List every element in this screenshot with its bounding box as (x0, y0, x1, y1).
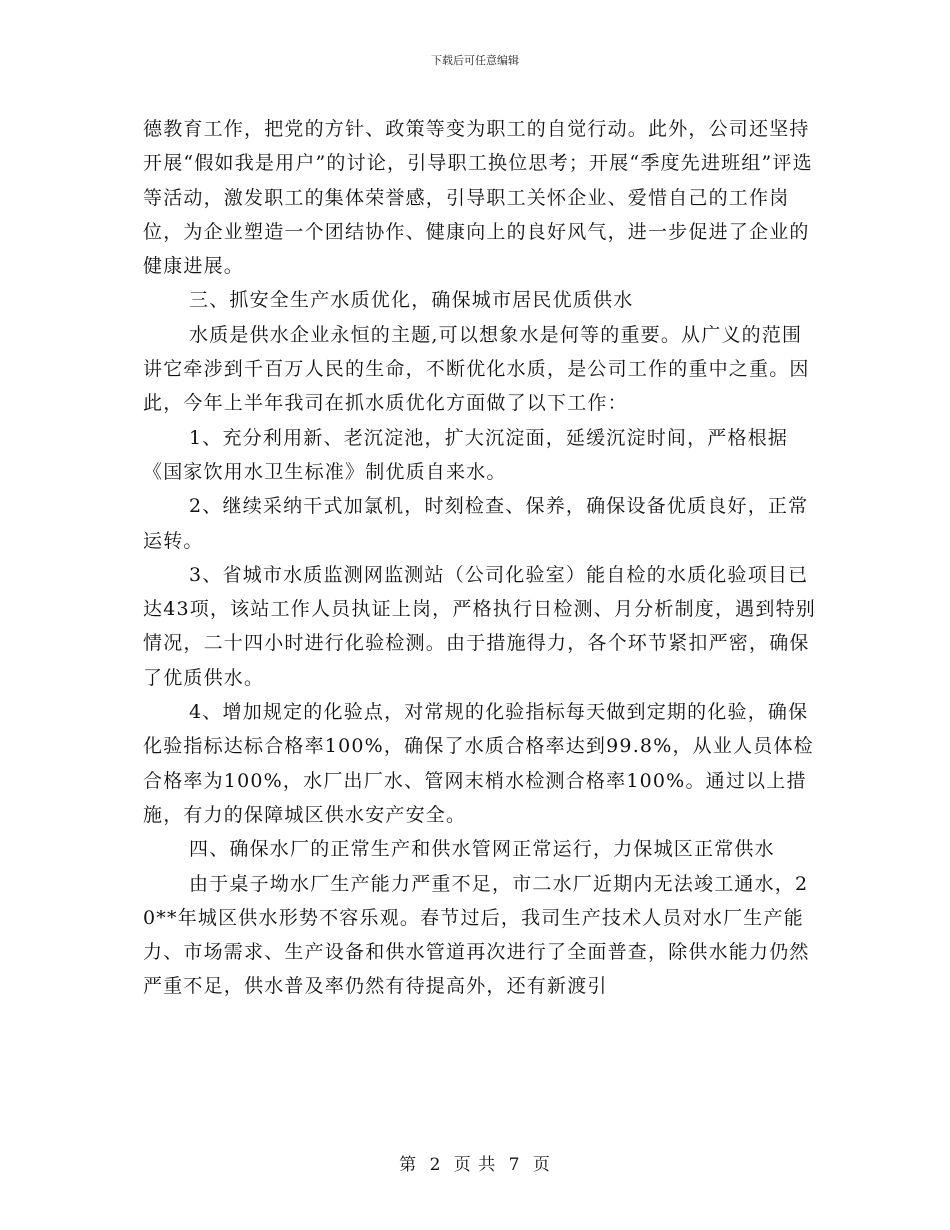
footer-mid: 页 共 (453, 1155, 497, 1175)
footer-prefix: 第 (399, 1155, 418, 1175)
section-heading-4: 四、确保水厂的正常生产和供水管网正常运行，力保城区正常供水 (189, 838, 775, 861)
list-item-4: 4、增加规定的化验点，对常规的化验指标每天做到定期的化验，确保化验指标达标合格率100%，确保了水质合格率达到99.8%，从业人员体检合格率为100%，水厂出厂水、管网末梢水检测合格率100%。通过以上措施，有力的保障城区供水安产安全。 (143, 701, 814, 826)
total-page-count: 7 (508, 1155, 521, 1175)
list-item-1: 1、充分利用新、老沉淀池，扩大沉淀面，延缓沉淀时间，严格根据《国家饮用水卫生标准》制优质自来水。 (143, 426, 789, 483)
list-item-3: 3、省城市水质监测网监测站（公司化验室）能自检的水质化验项目已达43项，该站工作人员执证上岗，严格执行日检测、月分析制度，遇到特别情况，二十四小时进行化验检测。由于措施得力，各个环节紧扣严密，确保了优质供水。 (143, 563, 816, 689)
current-page-number: 2 (429, 1155, 442, 1175)
paragraph-water-supply: 由于桌子坳水厂生产能力严重不足，市二水厂近期内无法竣工通水，20**年城区供水形势不容乐观。春节过后，我司生产技术人员对水厂生产能力、市场需求、生产设备和供水管道再次进行了全面普查，除供水能力仍然严重不足，供水普及率仍然有待提高外，还有新渡引 (143, 872, 810, 998)
document-body (143, 112, 818, 1004)
list-item-2: 2、继续采纳干式加氯机，时刻检查、保养，确保设备优质良好，正常运转。 (143, 495, 809, 552)
paragraph-water-quality: 水质是供水企业永恒的主题,可以想象水是何等的重要。从广义的范围讲它牵涉到千百万人民的生命，不断优化水质，是公司工作的重中之重。因此，今年上半年我司在抓水质优化方面做了以下工作： (143, 323, 810, 415)
page-footer (0, 1150, 950, 1175)
page-header: 下载后可任意编辑 (431, 54, 519, 67)
section-heading-3: 三、抓安全生产水质优化，确保城市居民优质供水 (189, 289, 634, 312)
paragraph-continuation: 德教育工作，把党的方针、政策等变为职工的自觉行动。此外，公司还坚持开展“假如我是用户”的讨论，引导职工换位思考；开展“季度先进班组”评选等活动，激发职工的集体荣誉感，引导职工关怀企业、爱惜自己的工作岗位，为企业塑造一个团结协作、健康向上的良好风气，进一步促进了企业的健康进展。 (143, 118, 813, 278)
footer-suffix: 页 (532, 1155, 551, 1175)
